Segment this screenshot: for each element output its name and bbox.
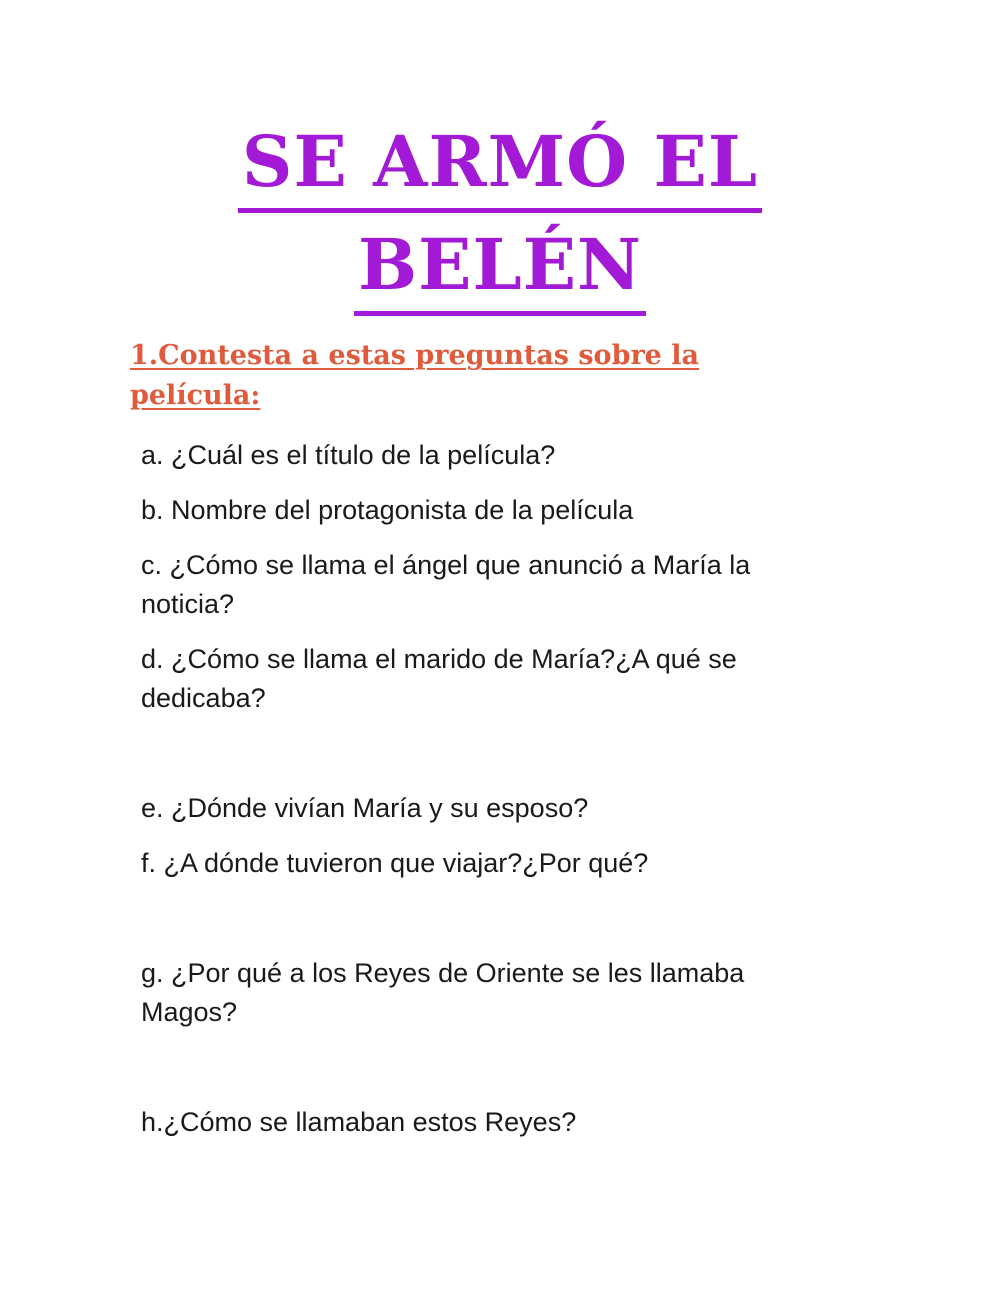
question-e: e. ¿Dónde vivían María y su esposo? — [141, 793, 589, 823]
section-heading — [130, 336, 810, 416]
title-line-2 — [0, 225, 1000, 316]
question-b: b. Nombre del protagonista de la película — [141, 495, 634, 525]
title-line-2-text: BELÉN — [354, 225, 646, 316]
question-f: f. ¿A dónde tuvieron que viajar?¿Por qué? — [141, 848, 649, 878]
section-heading-text: 1.Contesta a estas preguntas sobre la película: — [130, 340, 700, 411]
title-line-1 — [0, 122, 1000, 213]
question-h: h.¿Cómo se llamaban estos Reyes? — [141, 1107, 577, 1137]
question-d: d. ¿Cómo se llama el marido de María?¿A qué se dedicaba? — [141, 644, 737, 713]
question-g: g. ¿Por qué a los Reyes de Oriente se les llamaba Magos? — [141, 958, 745, 1027]
question-a: a. ¿Cuál es el título de la película? — [141, 440, 556, 470]
question-c: c. ¿Cómo se llama el ángel que anunció a María la noticia? — [141, 550, 751, 619]
title-line-1-text: SE ARMÓ EL — [238, 122, 762, 213]
